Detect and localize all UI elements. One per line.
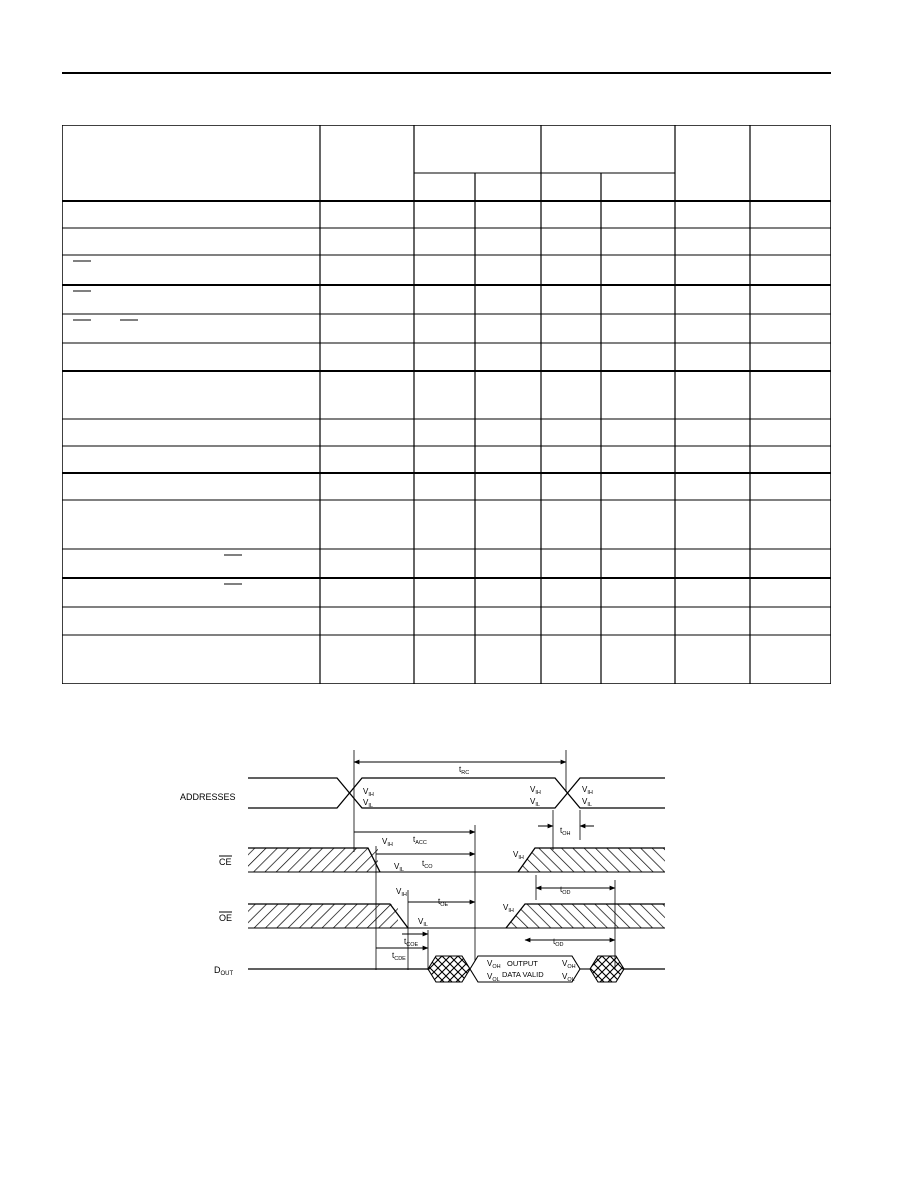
timing-diagram xyxy=(170,740,680,1000)
dout-vol-2: $V_{OL}$ xyxy=(562,972,575,983)
ce-vih-2: $V_{IH}$ xyxy=(513,850,524,861)
oe-hatch-right xyxy=(506,904,665,928)
oe-vil: $V_{IL}$ xyxy=(418,917,428,928)
toh-label: $t_{OH}$ xyxy=(560,826,571,837)
dout-vol-1: $V_{OL}$ xyxy=(487,972,500,983)
trc-label: $t_{RC}$ xyxy=(459,765,470,776)
tod-label-1: $t_{OD}$ xyxy=(560,885,571,896)
dout-waveform xyxy=(248,956,665,982)
dout-voh-1: $V_{OH}$ xyxy=(487,959,501,970)
ce-hatch-right xyxy=(518,848,665,872)
addr-vil-3: $V_{IL}$ xyxy=(582,797,592,808)
oe-vih: $V_{IH}$ xyxy=(396,887,407,898)
oe-hatch-left xyxy=(248,904,398,928)
addr-vih-1: $V_{IH}$ xyxy=(363,787,374,798)
output-valid-line-1: OUTPUT xyxy=(507,959,538,968)
ce-hatch-left xyxy=(248,848,378,872)
output-valid-line-2: DATA VALID xyxy=(502,970,544,979)
addresses-waveform xyxy=(248,778,665,808)
tcde-label: $t_{CDE}$ xyxy=(392,951,406,962)
tacc-label: $t_{ACC}$ xyxy=(413,835,427,846)
ce-vih: $V_{IH}$ xyxy=(382,837,393,848)
addresses-signal-label: ADDRESSES xyxy=(180,792,236,802)
tco-label: $t_{CO}$ xyxy=(422,859,433,870)
addr-vil-2: $V_{IL}$ xyxy=(530,797,540,808)
dout-voh-2: $V_{OH}$ xyxy=(562,959,576,970)
spec-table xyxy=(62,125,831,684)
toe-label: $t_{OE}$ xyxy=(438,897,449,908)
ce-signal-label: CE xyxy=(219,857,232,867)
addr-vil-1: $V_{IL}$ xyxy=(363,798,373,809)
table-grid xyxy=(62,125,831,684)
header-rule xyxy=(62,72,831,74)
dout-signal-label: $D_{OUT}$ xyxy=(214,965,234,977)
oe-vih-2: $V_{IH}$ xyxy=(503,903,514,914)
oe-signal-label: OE xyxy=(219,913,233,923)
tod-label-2: $t_{OD}$ xyxy=(553,937,564,948)
tcoe-label: $t_{COE}$ xyxy=(404,937,419,948)
ce-vil: $V_{IL}$ xyxy=(394,862,404,873)
table-overbars xyxy=(73,261,242,584)
addr-vih-2: $V_{IH}$ xyxy=(530,785,541,796)
addr-vih-3: $V_{IH}$ xyxy=(582,785,593,796)
